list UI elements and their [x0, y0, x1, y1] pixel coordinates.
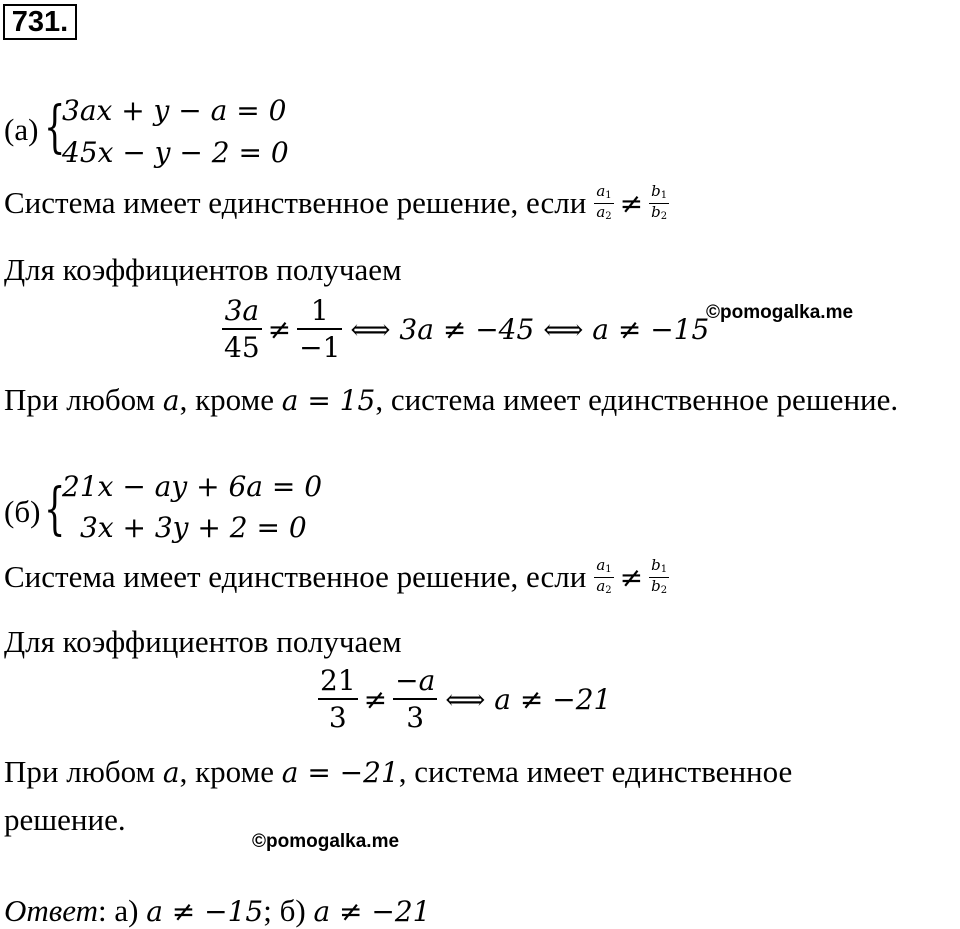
fraction-1: $\frac{21}{3}$: [320, 664, 356, 735]
ratio-b: $\frac{b_1}{b_2}$: [651, 556, 668, 596]
part-b-conclusion: При любом a, кроме a = −21, система имеет единственное: [4, 754, 793, 789]
part-b-label: (б): [4, 494, 41, 529]
watermark: ©pomogalka.me: [706, 302, 854, 323]
fraction-2: $\frac{-a}{3}$: [395, 664, 436, 735]
answer-label: Ответ: [4, 893, 98, 928]
fraction-1: $\frac{3a}{45}$: [224, 294, 260, 365]
part-b-coef-text: Для коэффициентов получаем: [4, 624, 402, 659]
fraction-2: $\frac{1}{-1}$: [299, 294, 341, 365]
part-a-coef-text: Для коэффициентов получаем: [4, 252, 402, 287]
part-b-brace: {: [44, 477, 66, 542]
equivalence-chain: ⟺ 3a ≠ −45 ⟺ a ≠ −15: [350, 312, 710, 346]
neq-sign: ≠: [267, 312, 292, 346]
neq-sign: ≠: [619, 560, 644, 594]
part-a-label: (a): [4, 112, 39, 147]
problem-number: 731.: [3, 4, 77, 40]
neq-sign: ≠: [619, 186, 644, 220]
part-a-derivation: [222, 296, 709, 363]
condition-text: Система имеет единственное решение, если: [4, 185, 587, 221]
ratio-b: $\frac{b_1}{b_2}$: [651, 182, 668, 222]
equivalence-chain: ⟺ a ≠ −21: [445, 682, 612, 716]
part-a-condition: [4, 184, 669, 223]
answer-b: a ≠ −21: [313, 895, 431, 928]
part-a-brace: {: [44, 95, 66, 160]
answer-line: Ответ: а) a ≠ −15; б) a ≠ −21: [4, 893, 431, 928]
watermark: ©pomogalka.me: [252, 831, 400, 852]
part-b-derivation: [318, 666, 611, 733]
condition-text: Система имеет единственное решение, если: [4, 559, 587, 595]
neq-sign: ≠: [363, 682, 388, 716]
part-a-conclusion: При любом a, кроме a = 15, система имеет единственное решение.: [4, 382, 899, 417]
answer-a: a ≠ −15: [146, 895, 264, 928]
part-b-eq1: 21x − ay + 6a = 0: [62, 470, 323, 503]
ratio-a: $\frac{a_1}{a_2}$: [596, 556, 612, 596]
part-b-condition: [4, 558, 669, 597]
part-a-eq2: 45x − y − 2 = 0: [62, 136, 289, 169]
ratio-a: $\frac{a_1}{a_2}$: [596, 182, 612, 222]
part-b-eq2: 3x + 3y + 2 = 0: [80, 511, 307, 544]
part-a-eq1: 3ax + y − a = 0: [62, 94, 287, 127]
part-b-conclusion-line2: решение.: [4, 802, 126, 837]
